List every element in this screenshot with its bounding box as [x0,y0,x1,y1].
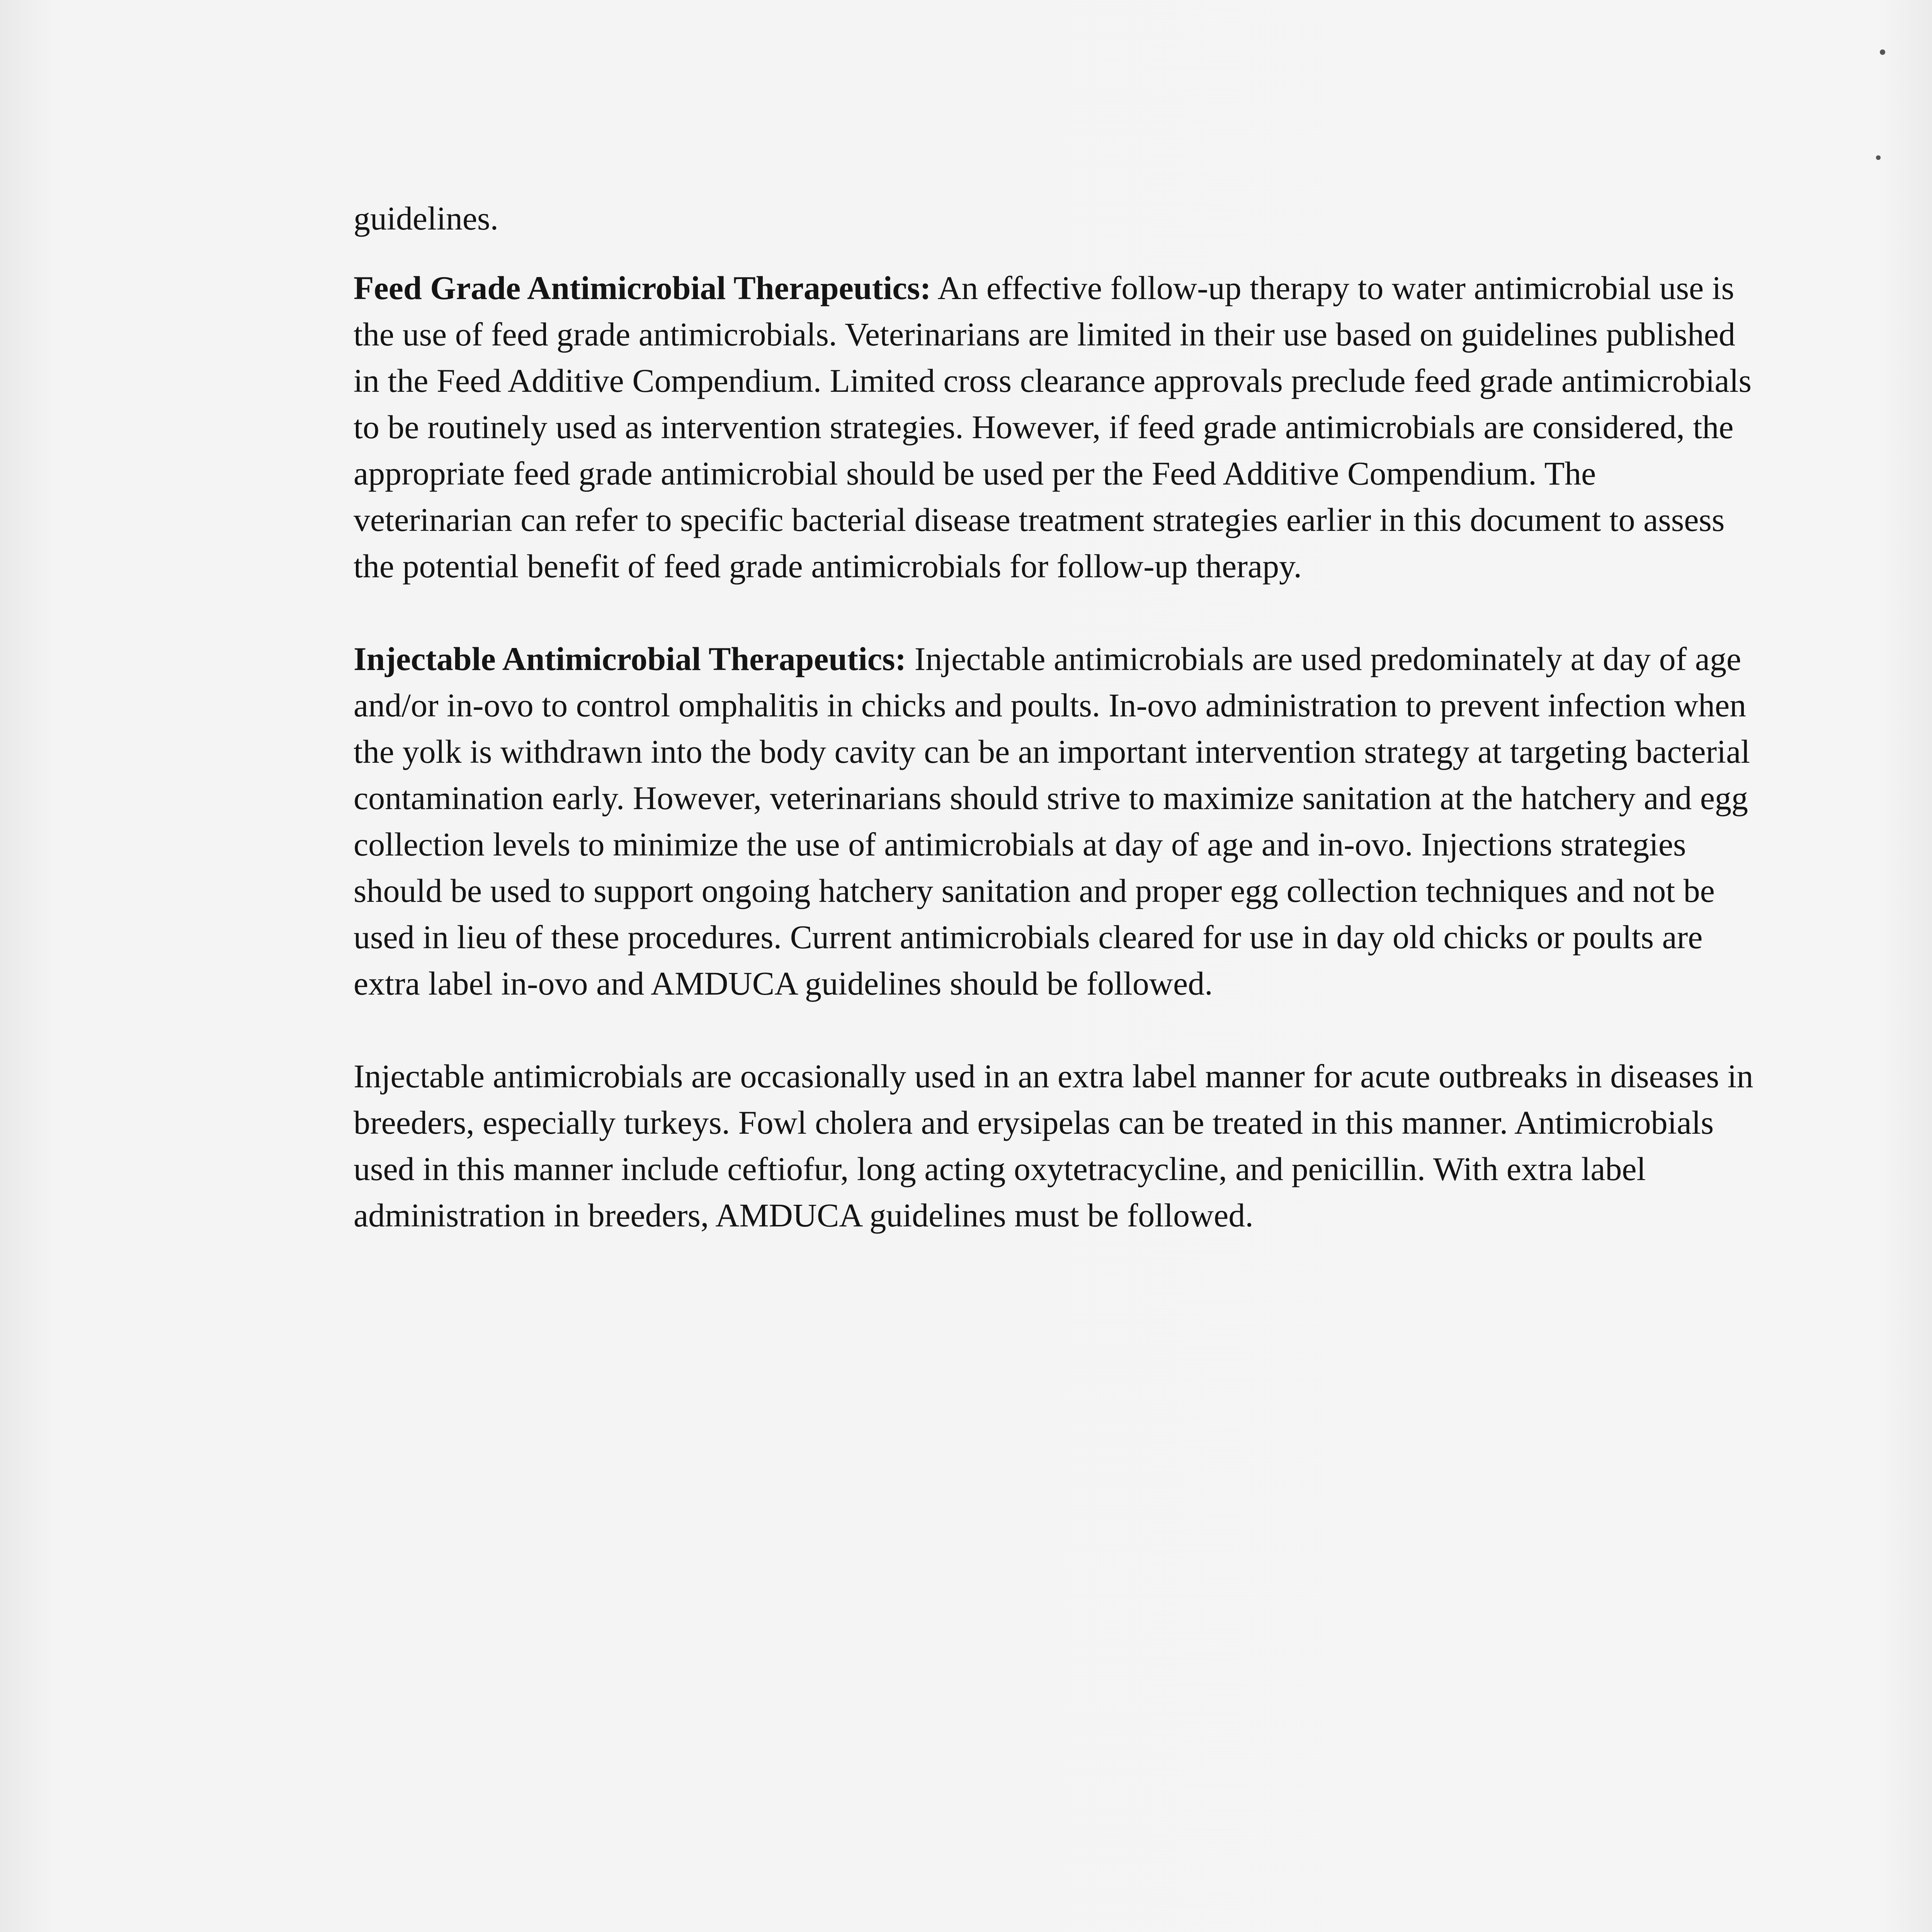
injectable-text: Injectable antimicrobials are used predominately at day of age and/or in-ovo to control omphalitis in chicks and poults. In-ovo administration to prevent infection when the yolk is withdrawn into the body cavity can be an important intervention strategy at targeting bacterial contamination early. However, veterinarians should strive to maximize sanitation at the hatchery and egg collection levels to minimize the use of antimicrobials at day of age and in-ovo. Injections strategies should be used to support ongoing hatchery sanitation and proper egg collection techniques and not be used in lieu of these procedures. Current antimicrobials cleared for use in day old chicks or poults are extra label in-ovo and AMDUCA guidelines should be followed. [354,640,1750,1002]
injectable-heading: Injectable Antimicrobial Therapeutics: [354,640,906,677]
injectable-paragraph [354,636,1760,1007]
intro-line: guidelines. [354,200,498,237]
feed-grade-heading: Feed Grade Antimicrobial Therapeutics: [354,269,931,306]
feed-grade-text: An effective follow-up therapy to water antimicrobial use is the use of feed grade antimicrobials. Veterinarians are limited in their use based on guidelines published in the Feed Additive Compendium. Limited cross clearance approvals preclude feed grade antimicrobials to be routinely used as intervention strategies. However, if feed grade antimicrobials are considered, the appropriate feed grade antimicrobial should be used per the Feed Additive Compendium. The veterinarian can refer to specific bacterial disease treatment strategies earlier in this document to assess the potential benefit of feed grade antimicrobials for follow-up therapy. [354,269,1752,585]
breeder-paragraph: Injectable antimicrobials are occasionally used in an extra label manner for acute outbreaks in diseases in breeders, especially turkeys. Fowl cholera and erysipelas can be treated in this manner. Antimicrobials used in this manner include ceftiofur, long acting oxytetracycline, and penicillin. With extra label administration in breeders, AMDUCA guidelines must be followed. [354,1058,1753,1234]
scan-speck [1880,49,1885,55]
body-text [354,195,1760,1238]
scan-speck [1876,155,1881,160]
feed-grade-paragraph [354,265,1760,589]
